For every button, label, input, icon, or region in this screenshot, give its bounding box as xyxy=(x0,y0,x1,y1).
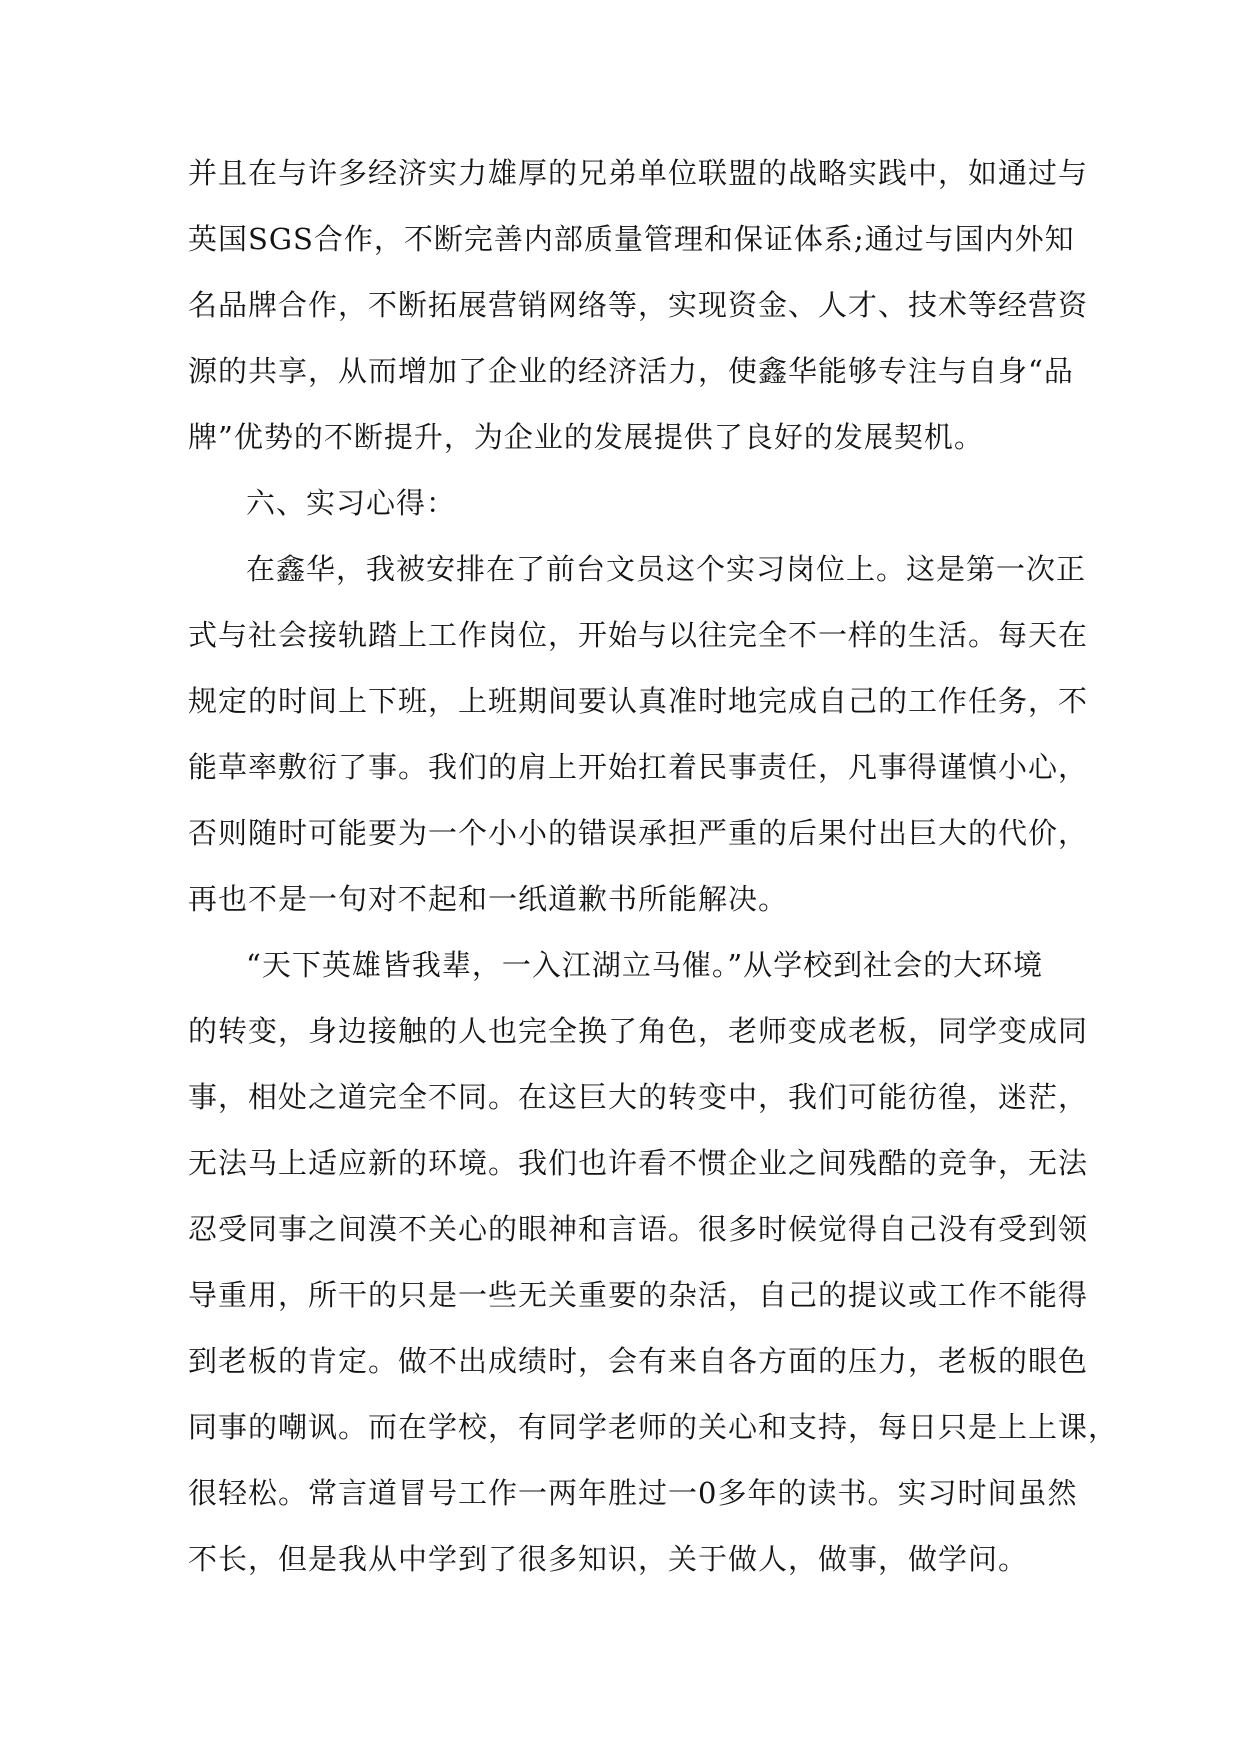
text-line: 很轻松。常言道冒号工作一两年胜过一0多年的读书。实习时间虽然 xyxy=(188,1476,1078,1510)
text-line: 同事的嘲讽。而在学校，有同学老师的关心和支持，每日只是上上课， xyxy=(188,1410,1119,1444)
paragraph-internship-position xyxy=(188,536,1089,932)
text-line: 到老板的肯定。做不出成绩时，会有来自各方面的压力，老板的眼色 xyxy=(188,1344,1089,1378)
text-line: 再也不是一句对不起和一纸道歉书所能解决。 xyxy=(188,882,789,916)
text-line: 并且在与许多经济实力雄厚的兄弟单位联盟的战略实践中，如通过与 xyxy=(188,156,1089,190)
text-line: 英国SGS合作，不断完善内部质量管理和保证体系;通过与国内外知 xyxy=(188,222,1075,256)
text-line: 事，相处之道完全不同。在这巨大的转变中，我们可能彷徨，迷茫， xyxy=(188,1080,1089,1114)
text-line: 不长，但是我从中学到了很多知识，关于做人，做事，做学问。 xyxy=(188,1542,1029,1576)
text-line: 在鑫华，我被安排在了前台文员这个实习岗位上。这是第一次正 xyxy=(246,552,1087,586)
text-line: 规定的时间上下班，上班期间要认真准时地完成自己的工作任务，不 xyxy=(188,684,1089,718)
paragraph-school-to-society xyxy=(188,932,1119,1592)
text-line: 源的共享，从而增加了企业的经济活力，使鑫华能够专注与自身“品 xyxy=(188,354,1074,388)
text-line: 名品牌合作，不断拓展营销网络等，实现资金、人才、技术等经营资 xyxy=(188,288,1089,322)
text-line: 的转变，身边接触的人也完全换了角色，老师变成老板，同学变成同 xyxy=(188,1014,1089,1048)
section-heading xyxy=(188,470,1068,536)
text-line: 否则随时可能要为一个小小的错误承担严重的后果付出巨大的代价， xyxy=(188,816,1089,850)
text-line: 牌”优势的不断提升，为企业的发展提供了良好的发展契机。 xyxy=(188,420,984,454)
paragraph-partnership xyxy=(188,140,1089,470)
text-line: 能草率敷衍了事。我们的肩上开始扛着民事责任，凡事得谨慎小心， xyxy=(188,750,1089,784)
text-line: 无法马上适应新的环境。我们也许看不惯企业之间残酷的竞争，无法 xyxy=(188,1146,1089,1180)
text-line: 忍受同事之间漠不关心的眼神和言语。很多时候觉得自己没有受到领 xyxy=(188,1212,1089,1246)
text-line: 导重用，所干的只是一些无关重要的杂活，自己的提议或工作不能得 xyxy=(188,1278,1089,1312)
text-line: “天下英雄皆我辈，一入江湖立马催。”从学校到社会的大环境 xyxy=(246,948,1044,982)
text-line: 式与社会接轨踏上工作岗位，开始与以往完全不一样的生活。每天在 xyxy=(188,618,1089,652)
document-body xyxy=(188,140,1119,1592)
section-heading-text: 六、实习心得： xyxy=(246,486,457,520)
